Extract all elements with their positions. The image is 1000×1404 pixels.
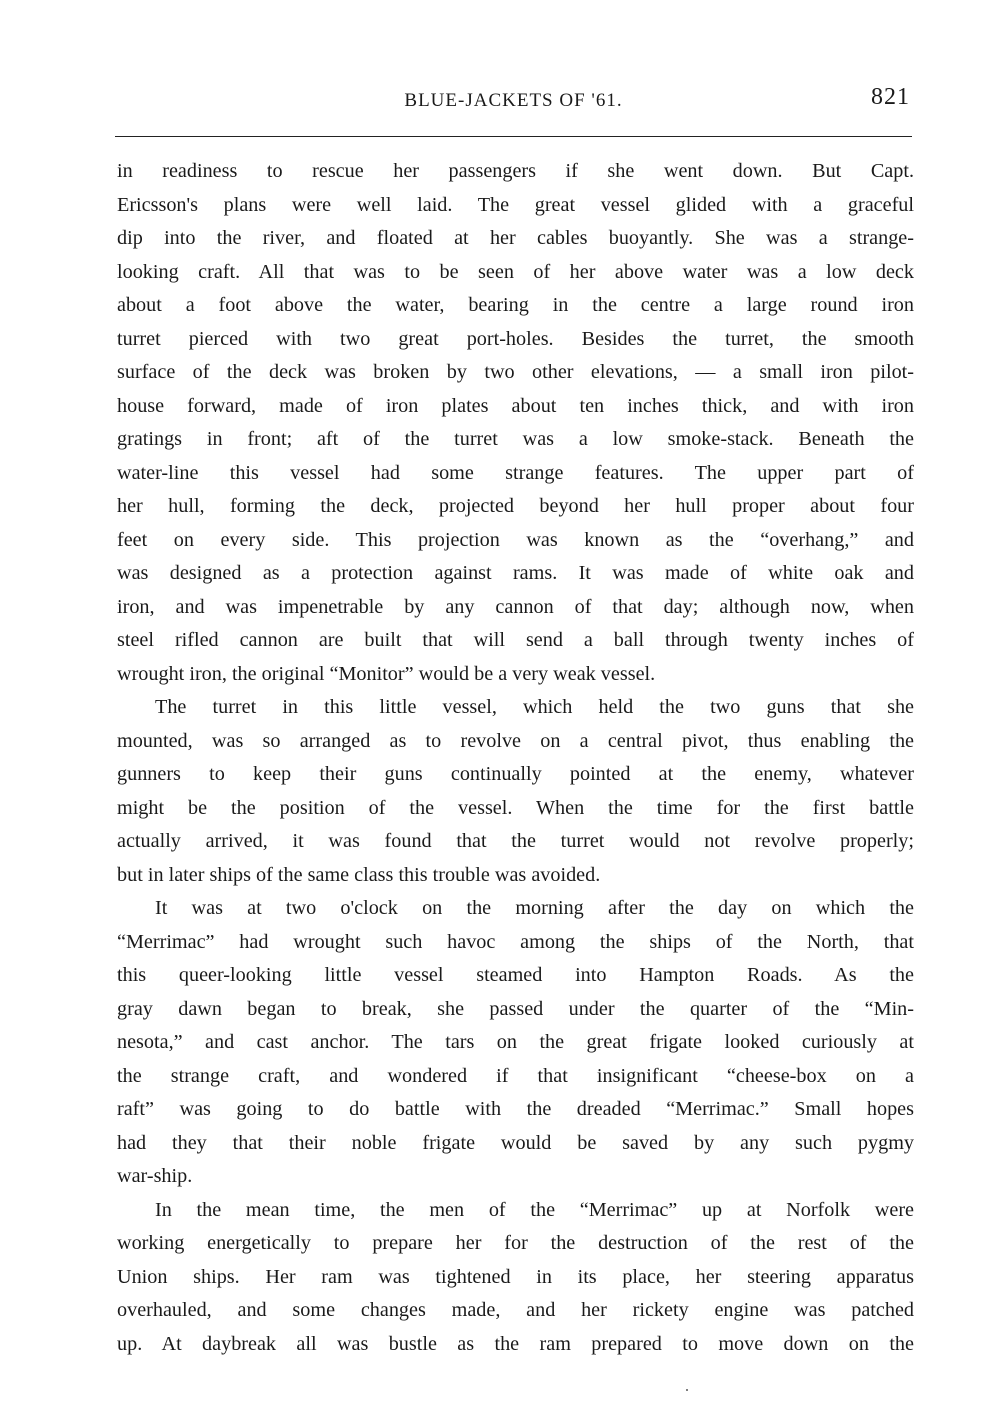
text-line: Ericsson's plans were well laid. The great vessel glided with a graceful (117, 193, 914, 216)
text-line: actually arrived, it was found that the turret would not revolve properly; (117, 830, 914, 852)
text-line: mounted, was so arranged as to revolve on a central pivot, thus enabling the (117, 729, 914, 752)
text-line: overhauled, and some changes made, and her rickety engine was patched (117, 1299, 914, 1321)
text-line: gratings in front; aft of the turret was a low smoke-stack. Beneath the (117, 428, 914, 450)
text-line: raft” was going to do battle with the dreaded “Merrimac.” Small hopes (117, 1098, 914, 1120)
text-line: steel rifled cannon are built that will send a ball through twenty inches of (117, 629, 914, 651)
text-line: house forward, made of iron plates about ten inches thick, and with iron (117, 394, 914, 417)
text-line: surface of the deck was broken by two other elevations, — a small iron pilot- (117, 361, 914, 383)
text-line: iron, and was impenetrable by any cannon of that day; although now, when (117, 595, 914, 618)
text-line: might be the position of the vessel. When the time for the first battle (117, 796, 914, 819)
text-line: working energetically to prepare her for the destruction of the rest of the (117, 1232, 914, 1254)
paragraph (117, 892, 914, 1194)
text-line: Union ships. Her ram was tightened in its place, her steering apparatus (117, 1265, 914, 1288)
text-line: about a foot above the water, bearing in the centre a large round iron (117, 294, 914, 316)
header-rule (115, 136, 912, 137)
text-line: looking craft. All that was to be seen of her above water was a low deck (117, 260, 914, 283)
text-line: dip into the river, and floated at her cables buoyantly. She was a strange- (117, 227, 914, 249)
body-text (117, 155, 914, 1361)
page-number: 821 (871, 84, 910, 110)
text-line: this queer-looking little vessel steamed into Hampton Roads. As the (117, 964, 914, 986)
paragraph (117, 1194, 914, 1362)
running-title: BLUE-JACKETS OF '61. (404, 90, 623, 111)
text-line: feet on every side. This projection was known as the “overhang,” and (117, 528, 914, 551)
text-line: in readiness to rescue her passengers if she went down. But Capt. (117, 160, 914, 182)
text-line: gray dawn began to break, she passed under the quarter of the “Min- (117, 997, 914, 1020)
text-line: nesota,” and cast anchor. The tars on the great frigate looked curiously at (117, 1031, 914, 1053)
text-line: water-line this vessel had some strange features. The upper part of (117, 461, 914, 484)
paragraph (117, 155, 914, 691)
text-line: The turret in this little vessel, which held the two guns that she (155, 696, 914, 718)
scan-speck (686, 1389, 688, 1391)
text-line: her hull, forming the deck, projected beyond her hull proper about four (117, 495, 914, 517)
text-line: In the mean time, the men of the “Merrimac” up at Norfolk were (155, 1198, 914, 1221)
paragraph (117, 691, 914, 892)
text-line: but in later ships of the same class this trouble was avoided. (117, 863, 601, 886)
text-line: gunners to keep their guns continually pointed at the enemy, whatever (117, 763, 914, 785)
text-line: had they that their noble frigate would be saved by any such pygmy (117, 1131, 914, 1154)
text-line: “Merrimac” had wrought such havoc among the ships of the North, that (117, 930, 914, 953)
text-line: war-ship. (117, 1165, 193, 1187)
text-line: wrought iron, the original “Monitor” would be a very weak vessel. (117, 662, 656, 685)
text-line: the strange craft, and wondered if that insignificant “cheese-box on a (117, 1064, 914, 1087)
running-head (115, 84, 912, 118)
text-line: turret pierced with two great port-holes. Besides the turret, the smooth (117, 327, 914, 350)
text-line: up. At daybreak all was bustle as the ram prepared to move down on the (117, 1332, 914, 1355)
text-line: It was at two o'clock on the morning after the day on which the (155, 897, 914, 919)
text-line: was designed as a protection against rams. It was made of white oak and (117, 562, 914, 584)
